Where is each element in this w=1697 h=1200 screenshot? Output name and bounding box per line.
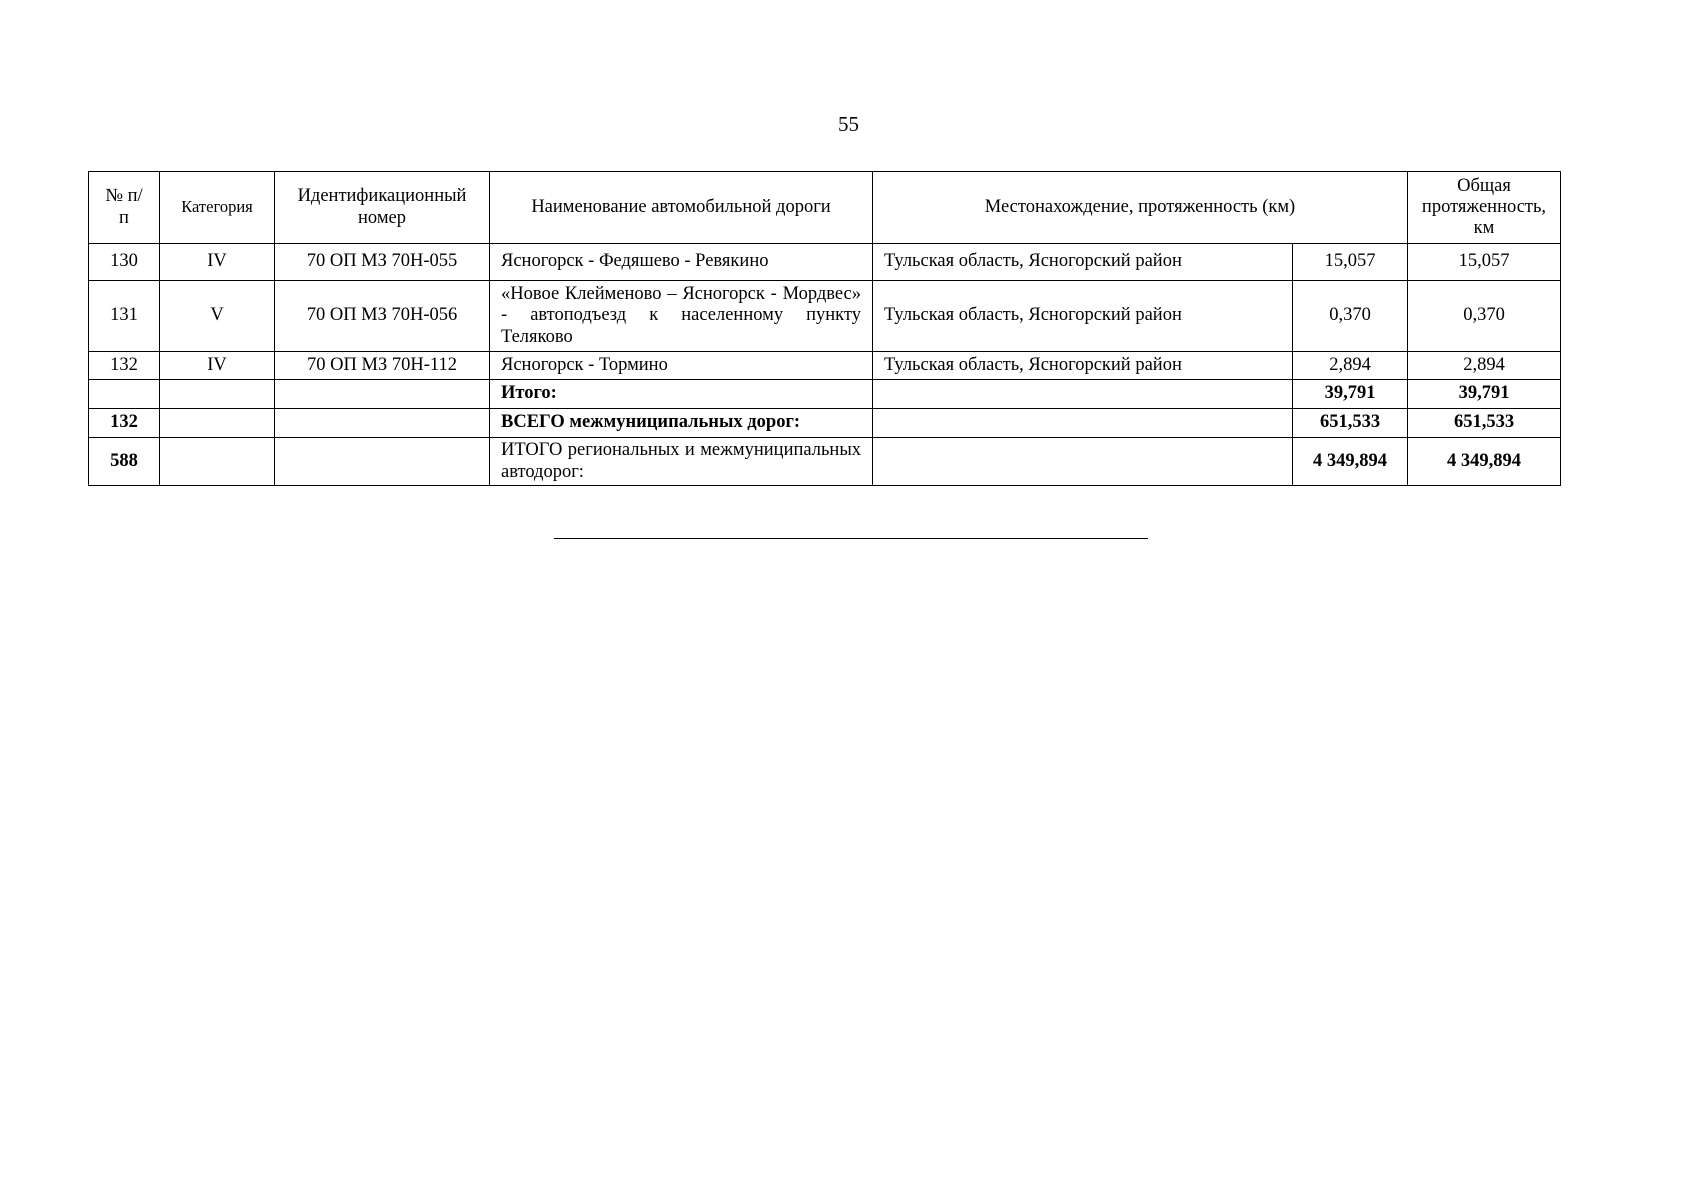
cell-category: V	[160, 281, 275, 352]
header-category: Категория	[160, 172, 275, 244]
page-number: 55	[838, 112, 859, 136]
cell-total: 15,057	[1408, 244, 1561, 281]
cell-num: 130	[89, 244, 160, 281]
cell-category: IV	[160, 352, 275, 380]
header-road-name: Наименование автомобильной дороги	[490, 172, 873, 244]
intermunicipal-count: 132	[89, 409, 160, 438]
cell-empty	[275, 409, 490, 438]
intermunicipal-total-row	[89, 409, 1561, 438]
cell-location: Тульская область, Ясногорский район	[873, 244, 1293, 281]
cell-empty	[873, 380, 1293, 409]
table-header-row	[89, 172, 1561, 244]
cell-road-name: Ясногорск - Тормино	[490, 352, 873, 380]
cell-num: 131	[89, 281, 160, 352]
cell-road-name: Ясногорск - Федяшево - Ревякино	[490, 244, 873, 281]
subtotal-total: 39,791	[1408, 380, 1561, 409]
header-location: Местонахождение, протяженность (км)	[873, 172, 1408, 244]
cell-empty	[160, 438, 275, 486]
cell-empty	[275, 380, 490, 409]
cell-length: 15,057	[1293, 244, 1408, 281]
subtotal-row	[89, 380, 1561, 409]
cell-id: 70 ОП МЗ 70Н-112	[275, 352, 490, 380]
subtotal-label: Итого:	[490, 380, 873, 409]
table-row	[89, 244, 1561, 281]
cell-id: 70 ОП МЗ 70Н-056	[275, 281, 490, 352]
cell-total: 0,370	[1408, 281, 1561, 352]
intermunicipal-label: ВСЕГО межмуниципальных дорог:	[490, 409, 873, 438]
intermunicipal-total: 651,533	[1408, 409, 1561, 438]
roads-table	[88, 171, 1561, 486]
cell-road-name: «Новое Клейменово – Ясногорск - Мордвес» - автоподъезд к населенному пункту Теляково	[490, 281, 873, 352]
grand-total-count: 588	[89, 438, 160, 486]
cell-num: 132	[89, 352, 160, 380]
cell-empty	[873, 409, 1293, 438]
grand-total-total: 4 349,894	[1408, 438, 1561, 486]
table-row	[89, 352, 1561, 380]
cell-total: 2,894	[1408, 352, 1561, 380]
end-divider	[554, 538, 1148, 539]
grand-total-length: 4 349,894	[1293, 438, 1408, 486]
cell-empty	[873, 438, 1293, 486]
cell-length: 0,370	[1293, 281, 1408, 352]
cell-empty	[275, 438, 490, 486]
header-total-length: Общая протяженность, км	[1408, 172, 1561, 244]
grand-total-row	[89, 438, 1561, 486]
grand-total-label: ИТОГО региональных и межмуниципальных автодорог:	[490, 438, 873, 486]
table-row	[89, 281, 1561, 352]
cell-location: Тульская область, Ясногорский район	[873, 281, 1293, 352]
cell-id: 70 ОП МЗ 70Н-055	[275, 244, 490, 281]
cell-length: 2,894	[1293, 352, 1408, 380]
header-id-number: Идентификационный номер	[275, 172, 490, 244]
cell-empty	[89, 380, 160, 409]
intermunicipal-length: 651,533	[1293, 409, 1408, 438]
header-num: № п/п	[89, 172, 160, 244]
cell-empty	[160, 380, 275, 409]
cell-category: IV	[160, 244, 275, 281]
cell-empty	[160, 409, 275, 438]
subtotal-length: 39,791	[1293, 380, 1408, 409]
cell-location: Тульская область, Ясногорский район	[873, 352, 1293, 380]
